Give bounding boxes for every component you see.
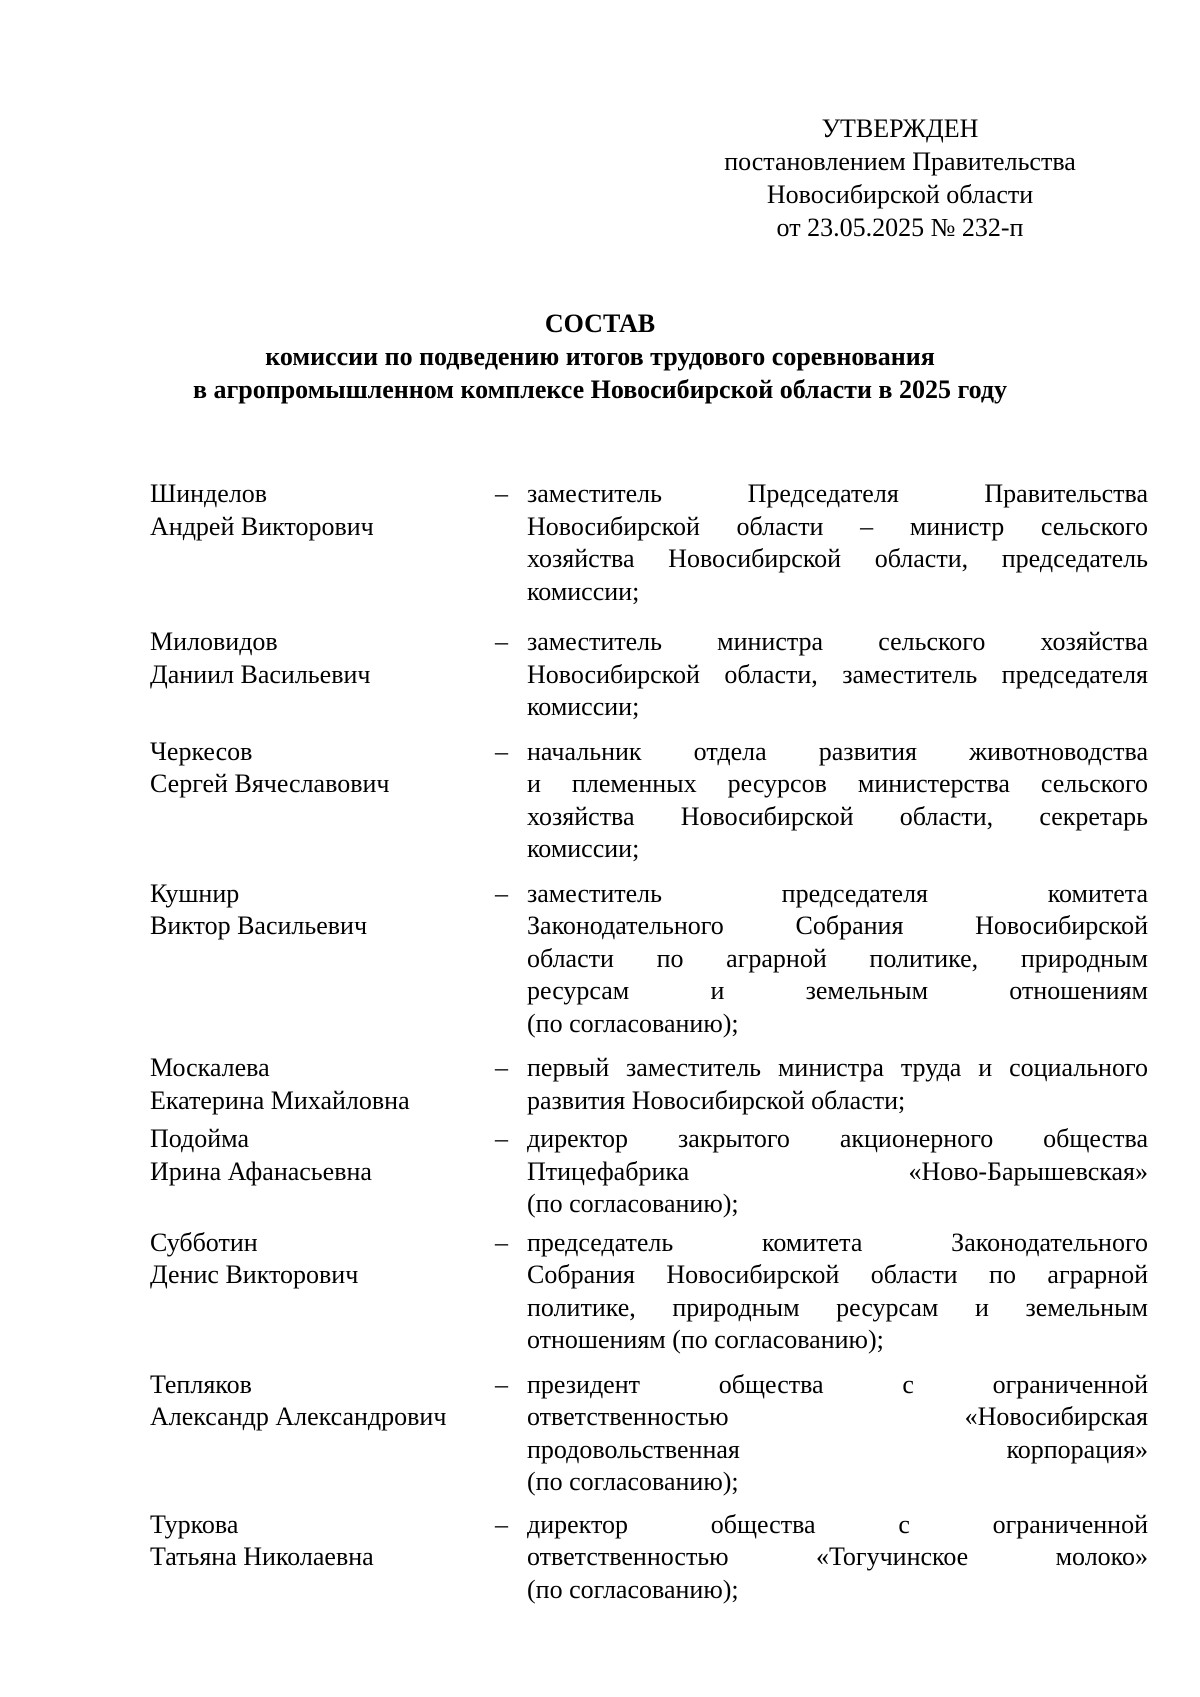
member-row [150, 878, 1148, 1041]
approval-issuer: постановлением Правительства [724, 147, 1076, 176]
position-line: продовольственная корпорация» [527, 1434, 1148, 1464]
position-line: заместитель Председателя Правительства [527, 479, 1148, 508]
member-position [527, 1052, 1148, 1117]
member-row [150, 478, 1148, 608]
member-position [527, 1509, 1148, 1607]
member-name [150, 1369, 490, 1499]
member-given-names: Екатерина Михайловна [150, 1085, 410, 1115]
position-line: (по согласованию); [527, 1467, 739, 1496]
position-line: (по согласованию); [527, 1574, 739, 1604]
position-line: начальник отдела развития животноводства [527, 736, 1148, 766]
position-line: хозяйства Новосибирской области, секретарь [527, 801, 1148, 831]
position-line: отношениям (по согласованию); [527, 1325, 884, 1354]
member-name [150, 1509, 490, 1607]
member-given-names: Виктор Васильевич [150, 911, 368, 940]
position-line: ответственностью «Тогучинское молоко» [527, 1542, 1148, 1571]
position-line: заместитель председателя комитета [527, 878, 1148, 908]
member-dash: – [495, 1227, 508, 1257]
position-line: области по аграрной политике, природным [527, 943, 1148, 973]
position-line: директор закрытого акционерного общества [527, 1124, 1148, 1153]
member-given-names: Сергей Вячеславович [150, 769, 390, 798]
position-line: (по согласованию); [527, 1189, 739, 1218]
member-given-names: Денис Викторович [150, 1260, 359, 1289]
member-position [527, 736, 1148, 866]
member-position [527, 1369, 1148, 1499]
approval-stamp [700, 112, 1100, 244]
member-surname: Туркова [150, 1509, 239, 1539]
member-name [150, 1227, 490, 1357]
member-name [150, 626, 490, 724]
commission-members-list [150, 478, 1148, 1606]
member-dash: – [495, 1053, 508, 1082]
member-given-names: Андрей Викторович [150, 511, 374, 541]
position-line: и племенных ресурсов министерства сельского [527, 769, 1148, 798]
title-heading: СОСТАВ [544, 309, 656, 338]
position-line: Новосибирской области, заместитель председателя [527, 659, 1148, 689]
position-line: ответственностью «Новосибирская [527, 1402, 1148, 1431]
member-given-names: Ирина Афанасьевна [150, 1156, 372, 1186]
member-position [527, 626, 1148, 724]
member-name [150, 478, 490, 608]
member-dash: – [495, 1369, 508, 1399]
member-surname: Москалева [150, 1053, 270, 1082]
member-row [150, 1369, 1148, 1499]
member-row [150, 1227, 1148, 1357]
member-position [527, 1227, 1148, 1357]
member-surname: Подойма [150, 1124, 249, 1153]
member-position [527, 1123, 1148, 1221]
member-position [527, 878, 1148, 1041]
position-line: развития Новосибирской области; [527, 1085, 906, 1115]
member-row [150, 1509, 1148, 1607]
position-line: президент общества с ограниченной [527, 1369, 1148, 1399]
member-dash: – [495, 479, 508, 508]
member-dash: – [495, 736, 508, 766]
member-given-names: Даниил Васильевич [150, 659, 371, 689]
position-line: Собрания Новосибирской области по аграрной [527, 1260, 1148, 1289]
member-row [150, 1052, 1148, 1117]
position-line: Новосибирской области – министр сельского [527, 511, 1148, 541]
member-name [150, 878, 490, 1041]
approval-heading: УТВЕРЖДЕН [821, 114, 979, 143]
position-line: политике, природным ресурсам и земельным [527, 1292, 1148, 1322]
member-dash: – [495, 627, 508, 656]
position-line: комиссии; [527, 834, 640, 863]
member-dash: – [495, 1124, 508, 1153]
member-surname: Черкесов [150, 736, 253, 766]
member-name [150, 1052, 490, 1117]
member-name [150, 736, 490, 866]
approval-date-number: от 23.05.2025 № 232-п [776, 213, 1024, 242]
position-line: первый заместитель министра труда и социального [527, 1053, 1148, 1082]
position-line: директор общества с ограниченной [527, 1509, 1148, 1539]
member-row [150, 626, 1148, 724]
title-subtitle-line-1: комиссии по подведению итогов трудового соревнования [265, 342, 935, 371]
member-position [527, 478, 1148, 608]
member-row [150, 1123, 1148, 1221]
member-dash: – [495, 1509, 508, 1539]
position-line: председатель комитета Законодательного [527, 1227, 1148, 1257]
document-title [100, 307, 1100, 406]
member-name [150, 1123, 490, 1221]
member-surname: Субботин [150, 1227, 258, 1257]
position-line: (по согласованию); [527, 1008, 739, 1038]
position-line: Птицефабрика «Ново-Барышевская» [527, 1156, 1148, 1186]
position-line: хозяйства Новосибирской области, председатель [527, 544, 1148, 573]
member-surname: Кушнир [150, 878, 240, 908]
member-surname: Шинделов [150, 479, 268, 508]
member-row [150, 736, 1148, 866]
position-line: комиссии; [527, 576, 640, 606]
member-dash: – [495, 878, 508, 908]
member-surname: Миловидов [150, 627, 278, 656]
position-line: ресурсам и земельным отношениям [527, 976, 1148, 1005]
position-line: Законодательного Собрания Новосибирской [527, 911, 1148, 940]
member-given-names: Татьяна Николаевна [150, 1542, 374, 1571]
position-line: комиссии; [527, 692, 640, 721]
title-subtitle-line-2: в агропромышленном комплексе Новосибирской области в 2025 году [192, 375, 1008, 404]
member-surname: Тепляков [150, 1369, 252, 1399]
position-line: заместитель министра сельского хозяйства [527, 627, 1148, 656]
member-given-names: Александр Александрович [150, 1402, 447, 1431]
approval-region: Новосибирской области [766, 180, 1034, 209]
